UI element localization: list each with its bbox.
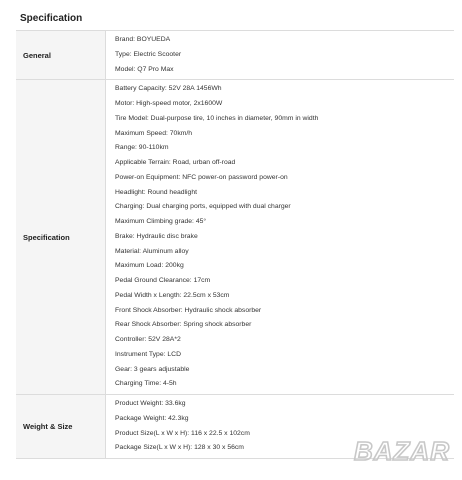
page-title: Specification [20,13,83,24]
spec-item: Power-on Equipment: NFC power-on password power-on [115,173,288,181]
spec-item: Gear: 3 gears adjustable [115,365,190,373]
bazar-watermark-logo [352,430,452,470]
watermark-text: BAZAR [354,436,450,466]
spec-item: Package Weight: 42.3kg [115,414,189,422]
spec-item: Pedal Ground Clearance: 17cm [115,277,211,284]
spec-item: Maximum Load: 200kg [115,262,184,270]
spec-item: Charging: Dual charging ports, equipped with dual charger [115,203,291,211]
spec-item: Brake: Hydraulic disc brake [115,232,198,240]
spec-item: Charging Time: 4-5h [115,380,177,388]
spec-item: Tire Model: Dual-purpose tire, 10 inches in diameter, 90mm in width [115,114,319,122]
section-label-specification: Specification [16,80,106,394]
section-values-general [106,31,454,79]
spec-item: Rear Shock Absorber: Spring shock absorber [115,321,252,329]
section-values-specification [106,80,454,394]
spec-item: Pedal Width x Length: 22.5cm x 53cm [115,291,230,299]
spec-item: Instrument Type: LCD [115,350,181,358]
spec-item: Maximum Speed: 70km/h [115,129,193,137]
spec-item: Product Size(L x W x H): 116 x 22.5 x 102cm [115,429,250,437]
spec-item: Material: Aluminum alloy [115,247,189,255]
section-label-general: General [16,31,106,79]
spec-item: Maximum Climbing grade: 45° [115,218,207,225]
spec-item: Package Size(L x W x H): 128 x 30 x 56cm [115,444,244,452]
specification-table [16,30,454,459]
section-specification [16,80,454,395]
spec-item: Motor: High-speed motor, 2x1600W [115,100,223,107]
spec-item: Headlight: Round headlight [115,188,198,196]
spec-item: Front Shock Absorber: Hydraulic shock absorber [115,306,262,314]
spec-item: Model: Q7 Pro Max [115,65,174,73]
spec-item: Product Weight: 33.6kg [115,400,186,407]
spec-item: Controller: 52V 28A*2 [115,336,181,343]
spec-item: Range: 90-110km [115,144,169,152]
spec-item: Applicable Terrain: Road, urban off-road [115,159,236,166]
section-general [16,31,454,80]
spec-item: Brand: BOYUEDA [115,36,171,43]
spec-item: Battery Capacity: 52V 28A 1456Wh [115,85,222,93]
section-label-weight-size: Weight & Size [16,395,106,458]
spec-item: Type: Electric Scooter [115,50,182,58]
